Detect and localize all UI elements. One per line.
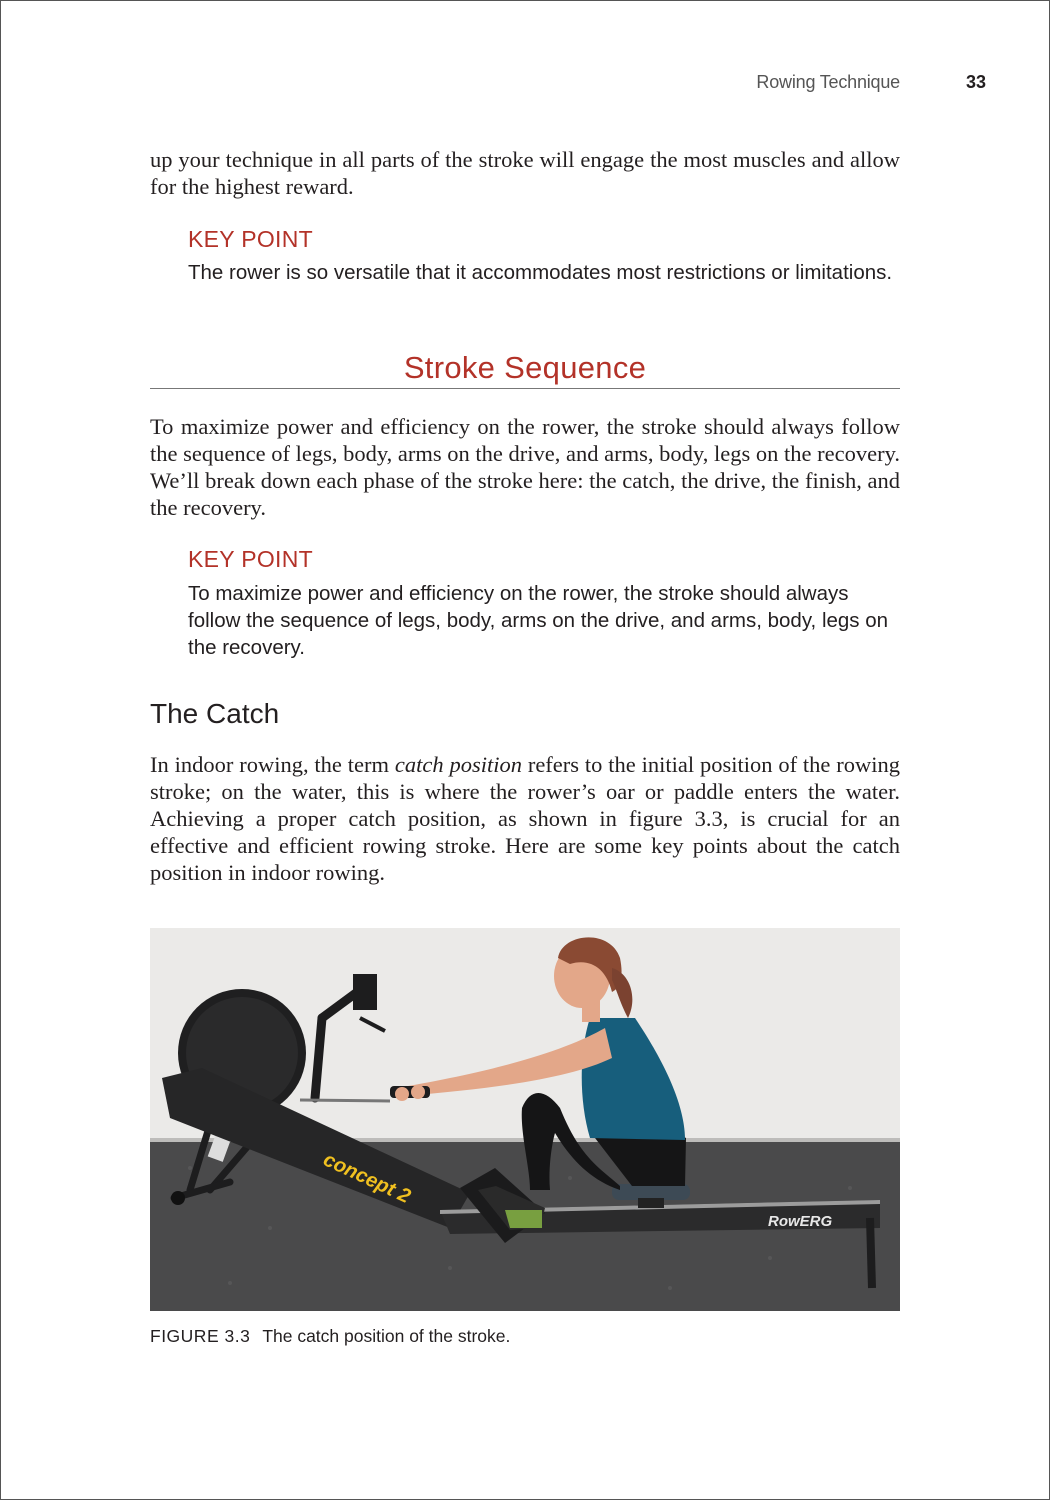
key-point-heading: KEY POINT (188, 226, 313, 252)
key-point-heading: KEY POINT (188, 546, 313, 572)
rower-seat (612, 1184, 690, 1200)
seat-carriage (638, 1198, 664, 1208)
paragraph-catch (150, 751, 900, 886)
paragraph-catch-part-2: refers to the initial position of the rowing stroke; on the water, this is where the rower’s oar or paddle enters the water. Achieving a proper catch position, as shown in figure 3.3, is crucial for an effective and efficient rowing stroke. Here are some key points about the catch position in indoor rowing. (150, 752, 901, 885)
paragraph-intro: up your technique in all parts of the stroke will engage the most muscles and allow for the highest reward. (150, 147, 900, 199)
figure-label: FIGURE 3.3 (150, 1326, 251, 1346)
person-hand (395, 1087, 409, 1101)
rower-wheel (171, 1191, 185, 1205)
figure-caption-text: The catch position of the stroke. (262, 1326, 511, 1346)
shoe-pattern (505, 1210, 542, 1228)
paragraph-catch-part-1: In indoor rowing, the term (150, 752, 395, 777)
model-logo-text: RowERG (768, 1213, 833, 1230)
subsection-title-catch: The Catch (150, 698, 280, 729)
key-point-text: To maximize power and efficiency on the rower, the stroke should always follow the sequence of legs, body, arms on the drive, and arms, body, legs on the recovery. (188, 582, 889, 659)
brand-logo-text: concept 2 (319, 1148, 414, 1208)
figure-caption (150, 1326, 510, 1347)
catch-position-term: catch position (394, 752, 522, 777)
figure-photo-catch-position (150, 928, 900, 1311)
monitor-icon (353, 974, 377, 1010)
person-hand (411, 1085, 425, 1099)
key-point-text: The rower is so versatile that it accommodates most restrictions or limitations. (188, 261, 893, 284)
paragraph-stroke-sequence: To maximize power and efficiency on the rower, the stroke should always follow the sequence of legs, body, arms on the drive, and arms, body, legs on the recovery. We’ll break down each phase of the stroke here: the catch, the drive, the finish, and the recovery. (150, 414, 900, 520)
rower-chain (300, 1100, 390, 1101)
rowing-machine-illustration (150, 928, 900, 1311)
section-title-stroke-sequence: Stroke Sequence (403, 350, 647, 385)
section-divider (150, 388, 900, 389)
rower-rear-leg (870, 1218, 872, 1288)
running-head: Rowing Technique (756, 72, 900, 92)
page-number: 33 (965, 72, 986, 92)
